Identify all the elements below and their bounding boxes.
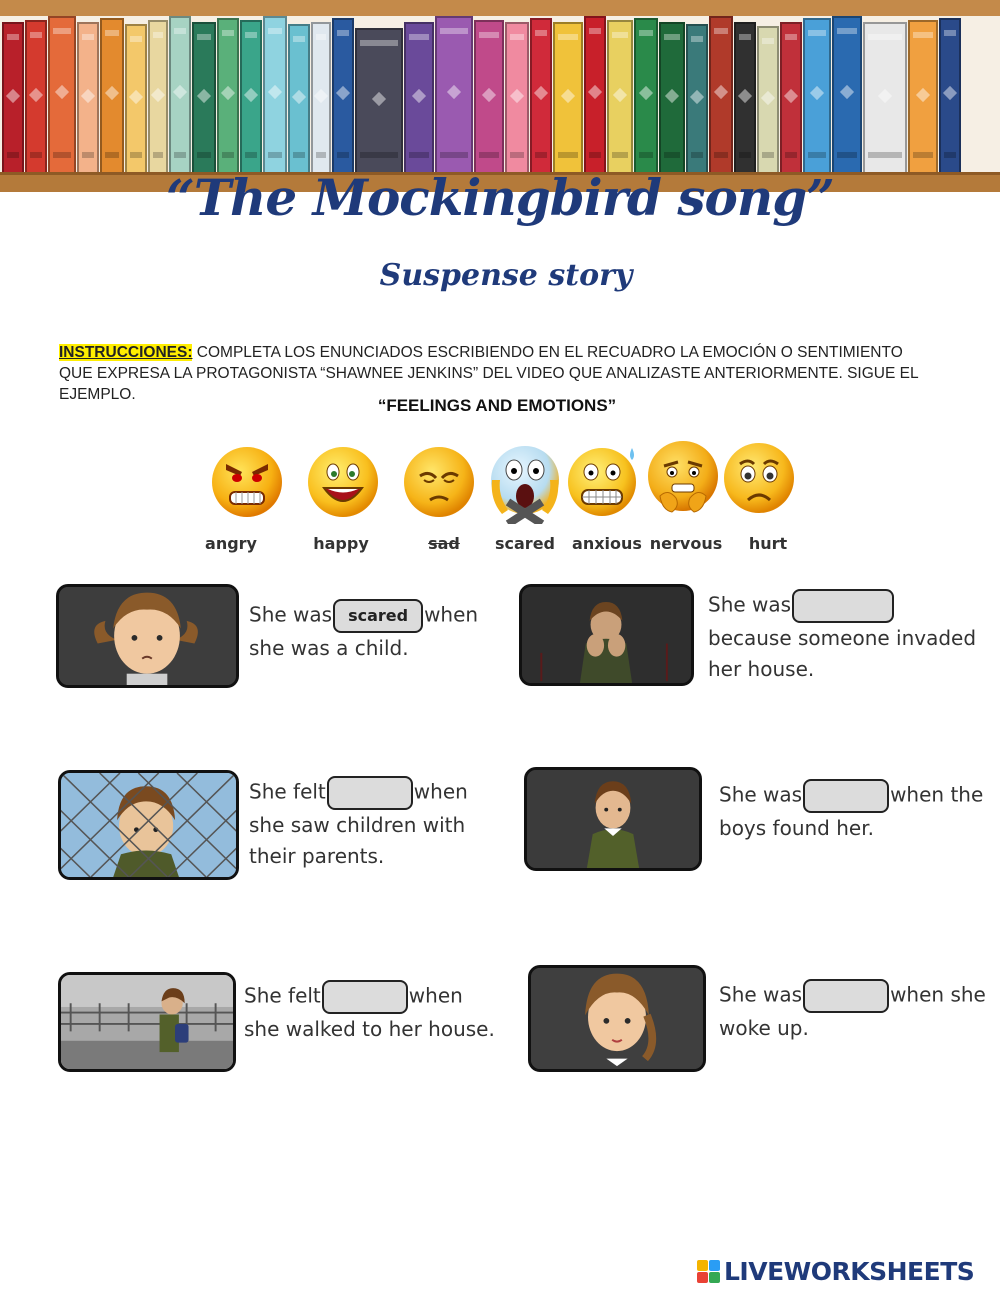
book-spine [100, 18, 124, 172]
book-spine [530, 18, 552, 172]
book-spine-ornament [840, 85, 854, 99]
book-spine-ornament [738, 89, 752, 103]
exercise-6-image [528, 965, 706, 1072]
liveworksheets-logo[interactable] [697, 1254, 974, 1288]
book-spine [863, 22, 907, 172]
book-spine-ornament [810, 86, 824, 100]
emotion-label-anxious: anxious [572, 534, 642, 553]
emotion-label-hurt: hurt [748, 534, 788, 553]
anxious-face-icon [566, 440, 640, 524]
exercise-3-sentence [249, 776, 509, 871]
book-spine-ornament [336, 86, 350, 100]
book-spine [148, 20, 168, 172]
book-spine [355, 28, 403, 172]
angry-face-icon [210, 440, 284, 524]
exercise-5-sentence [244, 980, 504, 1045]
sad-face-icon [402, 440, 476, 524]
book-spine-ornament [55, 85, 69, 99]
emotion-label-sad: sad [428, 534, 460, 553]
exercise-6-sentence [719, 979, 989, 1044]
book-spine [634, 18, 658, 172]
book-spine [48, 16, 76, 172]
exercise-6-after: when she woke up. [719, 982, 986, 1040]
exercise-2-answer-box[interactable] [792, 589, 894, 623]
book-spine-ornament [714, 85, 728, 99]
bookshelf-books [0, 16, 1000, 172]
page-title: “The Mockingbird song” [166, 168, 834, 227]
instructions-label: INSTRUCCIONES: [59, 344, 193, 361]
exercise-4-after: when the boys found her. [719, 782, 984, 840]
exercise-6-answer-box[interactable] [803, 979, 889, 1013]
exercise-5-after: when she walked to her house. [244, 983, 495, 1041]
happy-face-icon [306, 440, 380, 524]
book-spine-ornament [197, 89, 211, 103]
exercise-1-answer-box[interactable]: scared [333, 599, 423, 633]
book-spine [607, 20, 633, 172]
book-spine [311, 22, 331, 172]
book-spine [332, 18, 354, 172]
exercise-4-answer-box[interactable] [803, 779, 889, 813]
book-spine-ornament [784, 89, 798, 103]
book-spine-ornament [105, 86, 119, 100]
book-spine [263, 16, 287, 172]
book-spine-ornament [221, 86, 235, 100]
feelings-heading: “FEELINGS AND EMOTIONS” [377, 396, 617, 415]
book-spine-ornament [6, 89, 20, 103]
page-subtitle: Suspense story [379, 258, 633, 293]
book-spine [404, 22, 434, 172]
book-spine-ornament [639, 86, 653, 100]
book-spine-ornament [761, 91, 775, 105]
book-spine [659, 22, 685, 172]
liveworksheets-logo-icon [697, 1260, 720, 1283]
book-spine [169, 16, 191, 172]
book-spine [288, 24, 310, 172]
book-spine [2, 22, 24, 172]
book-spine [192, 22, 216, 172]
book-spine [25, 20, 47, 172]
exercise-4-before: She was [719, 782, 803, 807]
book-spine-ornament [268, 85, 282, 99]
book-spine [77, 22, 99, 172]
book-spine [686, 24, 708, 172]
exercise-2-before: She was [708, 592, 792, 617]
exercise-3-answer-box[interactable] [327, 776, 413, 810]
book-spine-ornament [244, 87, 258, 101]
bookshelf-banner [0, 0, 1000, 192]
exercise-2-after: because someone invaded her house. [708, 626, 977, 681]
book-spine-ornament [665, 89, 679, 103]
book-spine-ornament [482, 87, 496, 101]
exercise-3-before: She felt [249, 779, 326, 804]
exercise-4-image [524, 767, 702, 871]
book-spine [553, 22, 583, 172]
book-spine-ornament [613, 87, 627, 101]
book-spine-ornament [292, 90, 306, 104]
book-spine-ornament [943, 86, 957, 100]
book-spine-ornament [314, 89, 328, 103]
book-spine [709, 16, 733, 172]
emotion-label-happy: happy [313, 534, 369, 553]
exercise-2-image [519, 584, 694, 686]
book-spine-ornament [129, 90, 143, 104]
book-spine-ornament [510, 89, 524, 103]
book-spine [757, 26, 779, 172]
book-spine [832, 16, 862, 172]
book-spine [240, 20, 262, 172]
emotion-label-scared: scared [495, 534, 555, 553]
emotion-label-angry: angry [205, 534, 257, 553]
exercise-5-image [58, 972, 236, 1072]
exercise-1-before: She was [249, 602, 333, 627]
hurt-face-icon [722, 436, 796, 520]
book-spine-ornament [534, 86, 548, 100]
book-spine-ornament [81, 89, 95, 103]
book-spine [803, 18, 831, 172]
book-spine-ornament [173, 85, 187, 99]
book-spine-ornament [412, 89, 426, 103]
book-spine-ornament [151, 87, 165, 101]
exercise-1-after: when she was a child. [249, 602, 479, 660]
emotion-label-nervous: nervous [649, 534, 723, 553]
book-spine [908, 20, 938, 172]
logo-text: LIVEWORKSHEETS [724, 1256, 975, 1286]
book-spine-ornament [916, 87, 930, 101]
book-spine-ornament [561, 89, 575, 103]
book-spine [734, 22, 756, 172]
scared-face-icon [488, 440, 562, 524]
book-spine [435, 16, 473, 172]
exercise-1-image [56, 584, 239, 688]
book-spine [505, 22, 529, 172]
exercise-2-sentence [708, 589, 988, 684]
book-spine [217, 18, 239, 172]
exercise-1-sentence [249, 599, 509, 664]
exercise-4-sentence [719, 779, 989, 844]
exercise-3-after: when she saw children with their parents. [249, 779, 468, 868]
book-spine [584, 16, 606, 172]
book-spine-ornament [372, 92, 386, 106]
book-spine [125, 24, 147, 172]
book-spine-ornament [878, 89, 892, 103]
book-spine-ornament [690, 90, 704, 104]
exercise-5-answer-box[interactable] [322, 980, 408, 1014]
exercise-6-before: She was [719, 982, 803, 1007]
book-spine-ornament [447, 85, 461, 99]
book-spine-ornament [588, 85, 602, 99]
book-spine [780, 22, 802, 172]
instructions-text: COMPLETA LOS ENUNCIADOS ESCRIBIENDO EN EL RECUADRO LA EMOCIÓN O SENTIMIENTO QUE EXPRESA LA PROTAGONISTA “SHAWNEE JENKINS” DEL VIDEO QUE ANALIZASTE ANTERIORMENTE. SIGUE EL EJEMPLO. [59, 344, 919, 403]
book-spine-ornament [29, 87, 43, 101]
exercise-3-image [58, 770, 239, 880]
nervous-face-icon [646, 436, 720, 520]
book-spine [474, 20, 504, 172]
book-spine [939, 18, 961, 172]
exercise-5-before: She felt [244, 983, 321, 1008]
shelf-top [0, 0, 1000, 16]
